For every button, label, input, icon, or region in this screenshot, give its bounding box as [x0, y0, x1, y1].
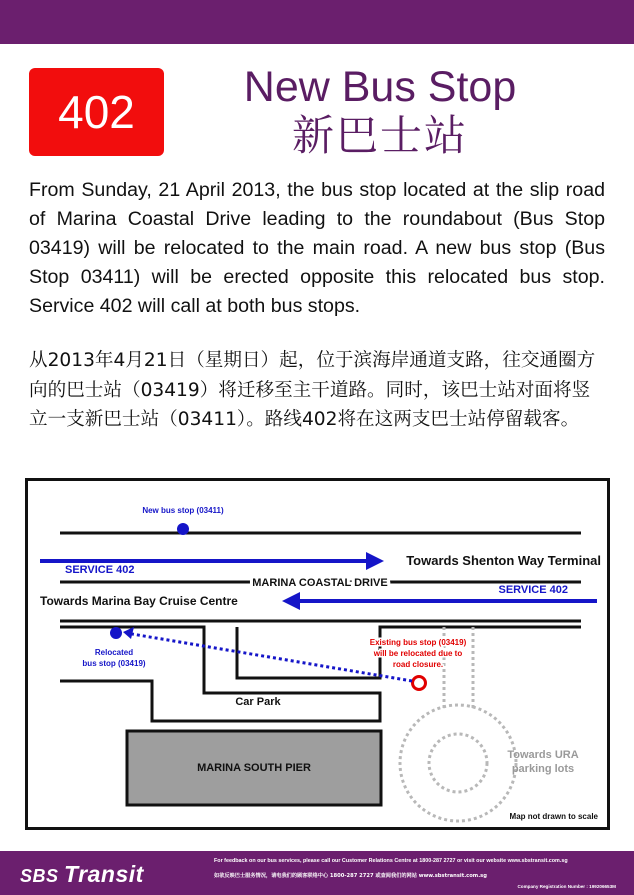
new-bus-stop-icon	[177, 523, 189, 535]
title-chinese: 新巴士站	[291, 111, 468, 160]
feedback-english: For feedback on our bus services, please call our Customer Relations Centre at 1800-287 2727 or visit our website www.sbstransit.com.sg	[214, 858, 568, 864]
scale-note: Map not drawn to scale	[509, 812, 598, 821]
title-english: New Bus Stop	[243, 63, 517, 111]
roundabout-outer	[400, 705, 516, 821]
roundabout-inner	[429, 734, 487, 792]
location-map	[25, 478, 610, 830]
eastbound-arrow-head-icon	[366, 552, 384, 570]
westbound-arrow-head-icon	[282, 592, 300, 610]
route-number: 402	[58, 86, 135, 138]
map-drawing	[28, 481, 607, 827]
ura-label-line2: parking lots	[511, 763, 575, 775]
pier-label: MARINA SOUTH PIER	[197, 762, 311, 774]
ura-label-line1: Towards URA	[507, 749, 579, 761]
service-label-bottom: SERVICE 402	[498, 584, 568, 596]
service-label-top: SERVICE 402	[65, 564, 135, 576]
notice-chinese: 从2013年4月21日（星期日）起，位于滨海岸通道支路，往交通圈方向的巴士站（03419）将迁移至主干道路。同时，该巴士站对面将竖立一支新巴士站（03411）。路线402将在这两支巴士站停留载客。	[29, 350, 596, 430]
new-stop-label: New bus stop (03411)	[142, 506, 224, 515]
notice-english: From Sunday, 21 April 2013, the bus stop located at the slip road of Marina Coastal Drive leading to the roundabout (Bus Stop 03419) will be relocated to the main road. A new bus stop (Bus Stop 03411) will be erected opposite this relocated bus stop. Service 402 will call at both bus stops.	[29, 179, 605, 317]
existing-bus-stop-icon	[413, 677, 426, 690]
route-number-badge	[29, 68, 164, 156]
sbs-transit-logo: SBS Transit	[20, 861, 144, 887]
relocated-label-line1: Relocated	[94, 648, 134, 657]
car-park-outline	[60, 627, 380, 721]
top-banner	[0, 0, 634, 44]
destination-west: Towards Marina Bay Cruise Centre	[40, 594, 238, 608]
relocated-bus-stop-icon	[110, 627, 122, 639]
road-name: MARINA COASTAL DRIVE	[252, 577, 388, 589]
existing-label-line1: Existing bus stop (03419)	[369, 638, 467, 647]
footer-bar	[0, 851, 634, 895]
existing-label-line2: will be relocated due to	[373, 649, 463, 658]
existing-label-line3: road closure.	[392, 660, 444, 669]
relocated-label-line2: bus stop (03419)	[82, 659, 146, 668]
destination-east: Towards Shenton Way Terminal	[406, 553, 601, 568]
relocation-arrow-head-icon	[123, 627, 134, 639]
company-registration: Company Registration Number : 199206653M	[517, 884, 616, 889]
feedback-chinese: 如欲反映巴士服务情况，请电我们的顾客联络中心 1800-287 2727 或查阅我们的网站 www.sbstransit.com.sg	[214, 873, 487, 879]
car-park-label: Car Park	[235, 696, 281, 708]
